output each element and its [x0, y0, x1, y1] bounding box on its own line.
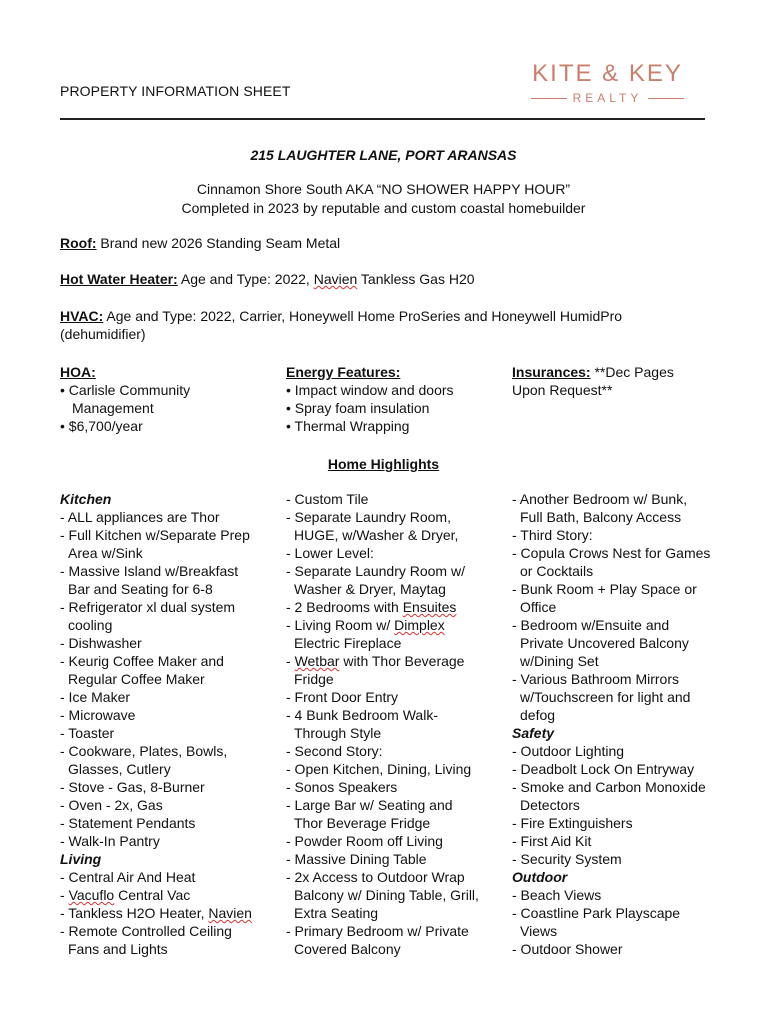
highlight-item: - Various Bathroom Mirrors w/Touchscreen for light and defog: [512, 671, 691, 723]
logo-realty-text: REALTY: [572, 91, 643, 105]
dimplex-word: Dimplex: [394, 617, 445, 633]
energy-section: [286, 363, 496, 435]
living-item: - Vacuflo Central Vac: [60, 887, 191, 903]
highlight-item: - Bedroom w/Ensuite and Private Uncovered Balcony w/Dining Set: [512, 617, 689, 669]
hvac-field: [60, 307, 710, 343]
kitchen-item: - Oven - 2x, Gas: [60, 797, 163, 813]
kitchen-heading: Kitchen: [60, 491, 112, 507]
safety-item: - Smoke and Carbon Monoxide Detectors: [512, 779, 706, 813]
highlight-item-text: - 2 Bedrooms with: [286, 599, 403, 615]
subtitle-line-2: Completed in 2023 by reputable and custom coastal homebuilder: [181, 200, 586, 216]
wetbar-word: Wetbar: [294, 653, 340, 669]
energy-item: • Thermal Wrapping: [286, 418, 410, 434]
ensuites-word: Ensuites: [402, 599, 457, 615]
logo-wordmark: KITE & KEY: [532, 60, 683, 87]
logo-line-left: [531, 98, 567, 99]
roof-value: Brand new 2026 Standing Seam Metal: [96, 235, 341, 251]
highlight-item: - Copula Crows Nest for Games or Cocktails: [512, 545, 711, 579]
energy-item: • Spray foam insulation: [286, 400, 430, 416]
roof-field: [60, 234, 710, 252]
highlight-item: - Bunk Room + Play Space or Office: [512, 581, 697, 615]
kitchen-item: - ALL appliances are Thor: [60, 509, 220, 525]
outdoor-item: - Beach Views: [512, 887, 602, 903]
safety-item: - First Aid Kit: [512, 833, 592, 849]
safety-item: - Outdoor Lighting: [512, 743, 625, 759]
kitchen-item: - Keurig Coffee Maker and Regular Coffee Maker: [60, 653, 224, 687]
roof-label: Roof:: [60, 235, 97, 251]
safety-item: - Deadbolt Lock On Entryway: [512, 761, 695, 777]
hvac-label: HVAC:: [60, 308, 104, 324]
highlight-item-text: - Living Room w/: [286, 617, 395, 633]
safety-heading: Safety: [512, 725, 555, 741]
highlight-item: - Sonos Speakers: [286, 779, 398, 795]
safety-item: - Fire Extinguishers: [512, 815, 633, 831]
header-divider: [60, 118, 705, 120]
kitchen-item: - Full Kitchen w/Separate Prep Area w/Sink: [60, 527, 250, 561]
living-item: - Central Air And Heat: [60, 869, 196, 885]
highlight-item: - Separate Laundry Room w/ Washer & Dryer, Maytag: [286, 563, 465, 597]
highlights-column-3: [512, 490, 712, 958]
kitchen-item: - Massive Island w/Breakfast Bar and Seating for 6-8: [60, 563, 239, 597]
water-heater-brand: Navien: [313, 271, 358, 287]
energy-label: Energy Features:: [286, 364, 401, 380]
highlight-item: [286, 598, 481, 616]
energy-item: • Impact window and doors: [286, 382, 454, 398]
highlight-item: - Massive Dining Table: [286, 851, 427, 867]
highlight-item-text: Electric Fireplace: [294, 635, 402, 651]
safety-item: - Security System: [512, 851, 622, 867]
home-highlights-title: Home Highlights: [327, 456, 440, 472]
water-heater-value-pre: Age and Type: 2022,: [177, 271, 314, 287]
living-heading: Living: [60, 851, 102, 867]
kitchen-item: - Stove - Gas, 8-Burner: [60, 779, 205, 795]
living-item-text: Central Vac: [114, 887, 191, 903]
highlights-column-2: [286, 490, 481, 958]
highlight-item: - 4 Bunk Bedroom Walk-Through Style: [286, 707, 438, 741]
highlight-item: - Front Door Entry: [286, 689, 399, 705]
insurances-label: Insurances:: [512, 364, 591, 380]
kitchen-item: - Dishwasher: [60, 635, 142, 651]
hvac-value: Age and Type: 2022, Carrier, Honeywell Home ProSeries and Honeywell HumidPro (dehumidifier): [60, 308, 623, 342]
water-heater-field: [60, 270, 710, 288]
water-heater-label: Hot Water Heater:: [60, 271, 178, 287]
living-item-text: - Tankless H2O Heater,: [60, 905, 209, 921]
sheet-title: PROPERTY INFORMATION SHEET: [60, 83, 291, 99]
highlight-item: - Open Kitchen, Dining, Living: [286, 761, 472, 777]
insurances-value: **Dec Pages Upon Request**: [512, 364, 674, 398]
logo-line-right: [648, 98, 684, 99]
highlight-item-text: with Thor Beverage Fridge: [294, 653, 465, 687]
navien-word: Navien: [208, 905, 252, 921]
kitchen-item: - Refrigerator xl dual system cooling: [60, 599, 236, 633]
highlight-item: - Separate Laundry Room, HUGE, w/Washer & Dryer,: [286, 509, 459, 543]
highlight-item: - 2x Access to Outdoor Wrap Balcony w/ Dining Table, Grill, Extra Seating: [286, 869, 479, 921]
living-item: [60, 904, 255, 922]
insurances-section: [512, 363, 682, 399]
highlight-item: - Second Story:: [286, 743, 383, 759]
kitchen-item: - Toaster: [60, 725, 115, 741]
hoa-item: • Carlisle Community Management: [60, 382, 191, 416]
water-heater-value-post: Tankless Gas H20: [357, 271, 475, 287]
highlight-item: - Wetbar with Thor Beverage Fridge: [286, 653, 465, 687]
hoa-label: HOA:: [60, 364, 96, 380]
highlight-item: [286, 616, 481, 652]
kitchen-item: - Walk-In Pantry: [60, 833, 160, 849]
hoa-section: [60, 363, 260, 435]
highlight-item: - Powder Room off Living: [286, 833, 443, 849]
living-item: - Remote Controlled Ceiling Fans and Lights: [60, 923, 232, 957]
highlight-item: - Lower Level:: [286, 545, 374, 561]
highlights-column-1: [60, 490, 255, 958]
kitchen-item: - Statement Pendants: [60, 815, 196, 831]
kitchen-item: - Microwave: [60, 707, 136, 723]
realty-logo: [520, 60, 695, 105]
vacuflo-word: Vacuflo: [68, 887, 115, 903]
outdoor-item: - Coastline Park Playscape Views: [512, 905, 681, 939]
kitchen-item: - Cookware, Plates, Bowls, Glasses, Cutlery: [60, 743, 228, 777]
subtitle-line-1: Cinnamon Shore South AKA “NO SHOWER HAPPY HOUR”: [196, 181, 571, 197]
logo-subtitle: [520, 91, 695, 105]
kitchen-item: - Ice Maker: [60, 689, 131, 705]
highlight-item: - Another Bedroom w/ Bunk, Full Bath, Balcony Access: [512, 491, 688, 525]
outdoor-item: - Outdoor Shower: [512, 941, 623, 957]
outdoor-heading: Outdoor: [512, 869, 568, 885]
highlight-item: - Custom Tile: [286, 491, 369, 507]
highlight-item: - Third Story:: [512, 527, 593, 543]
highlight-item: - Primary Bedroom w/ Private Covered Balcony: [286, 923, 469, 957]
highlight-item: - Large Bar w/ Seating and Thor Beverage Fridge: [286, 797, 453, 831]
property-subtitle: [0, 180, 767, 218]
hoa-item: • $6,700/year: [60, 418, 143, 434]
property-address: 215 LAUGHTER LANE, PORT ARANSAS: [250, 147, 517, 163]
